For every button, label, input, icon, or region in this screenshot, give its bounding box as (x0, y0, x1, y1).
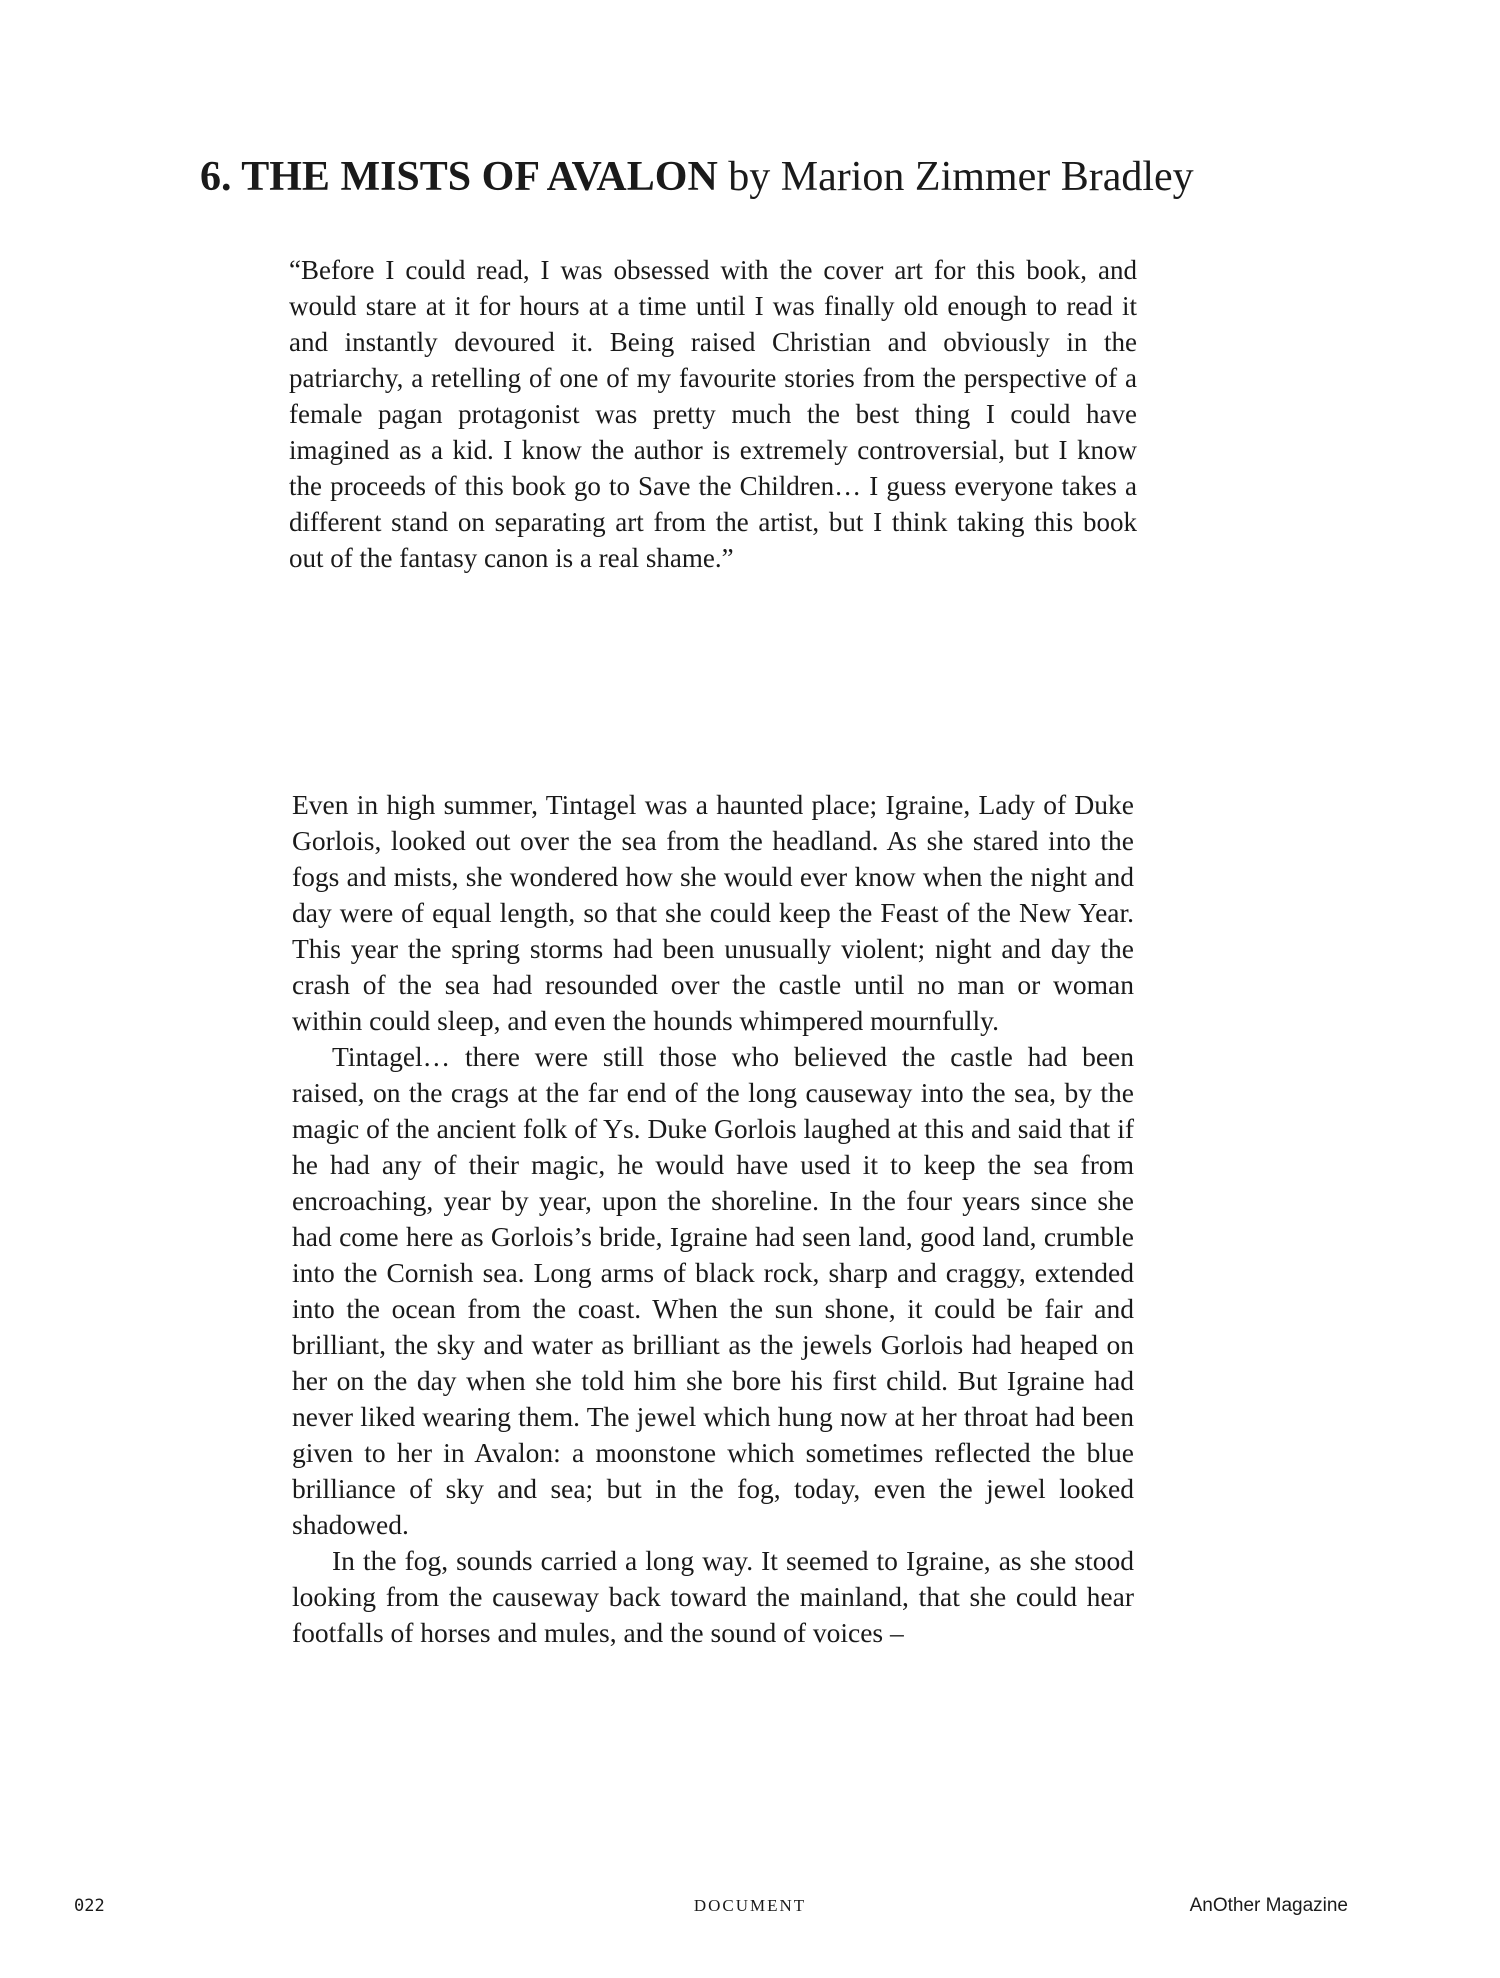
book-title: 6. THE MISTS OF AVALON (200, 154, 718, 200)
article-title (200, 152, 1340, 202)
magazine-name: AnOther Magazine (1189, 1895, 1348, 1916)
book-excerpt (292, 787, 1134, 1651)
excerpt-paragraph: In the fog, sounds carried a long way. It seemed to Igraine, as she stood looking from the causeway back toward the mainland, that she could hear footfalls of horses and mules, and the sound of voices – (292, 1545, 1134, 1648)
excerpt-paragraph: Tintagel… there were still those who believed the castle had been raised, on the crags at the far end of the long causeway into the sea, by the magic of the ancient folk of Ys. Duke Gorlois laughed at this and said that if he had any of their magic, he would have used it to keep the sea from encroaching, year by year, upon the shoreline. In the four years since she had come here as Gorlois’s bride, Igraine had seen land, good land, crumble into the Cornish sea. Long arms of black rock, sharp and craggy, extended into the ocean from the coast. When the sun shone, it could be fair and brilliant, the sky and water as brilliant as the jewels Gorlois had heaped on her on the day when she told him she bore his first child. But Igraine had never liked wearing them. The jewel which hung now at her throat had been given to her in Avalon: a moonstone which sometimes reflected the blue brilliance of sky and sea; but in the fog, today, even the jewel looked shadowed. (292, 1041, 1134, 1540)
contributor-quote: “Before I could read, I was obsessed with the cover art for this book, and would stare at it for hours at a time until I was finally old enough to read it and instantly devoured it. Being raised Christian and obviously in the patriarchy, a retelling of one of my favourite stories from the perspective of a female pagan protagonist was pretty much the best thing I could have imagined as a kid. I know the author is extremely controversial, but I know the proceeds of this book go to Save the Children… I guess everyone takes a different stand on separating art from the artist, but I think taking this book out of the fantasy canon is a real shame.” (289, 255, 1137, 573)
excerpt-paragraph: Even in high summer, Tintagel was a haunted place; Igraine, Lady of Duke Gorlois, looked out over the sea from the headland. As she stared into the fogs and mists, she wondered how she would ever know when the night and day were of equal length, so that she could keep the Feast of the New Year. This year the spring storms had been unusually violent; night and day the crash of the sea had resounded over the castle until no man or woman within could sleep, and even the hounds whimpered mournfully. (292, 789, 1134, 1036)
section-label: DOCUMENT (693, 1896, 807, 1915)
page-number: 022 (74, 1896, 105, 1916)
book-author: by Marion Zimmer Bradley (717, 154, 1194, 200)
